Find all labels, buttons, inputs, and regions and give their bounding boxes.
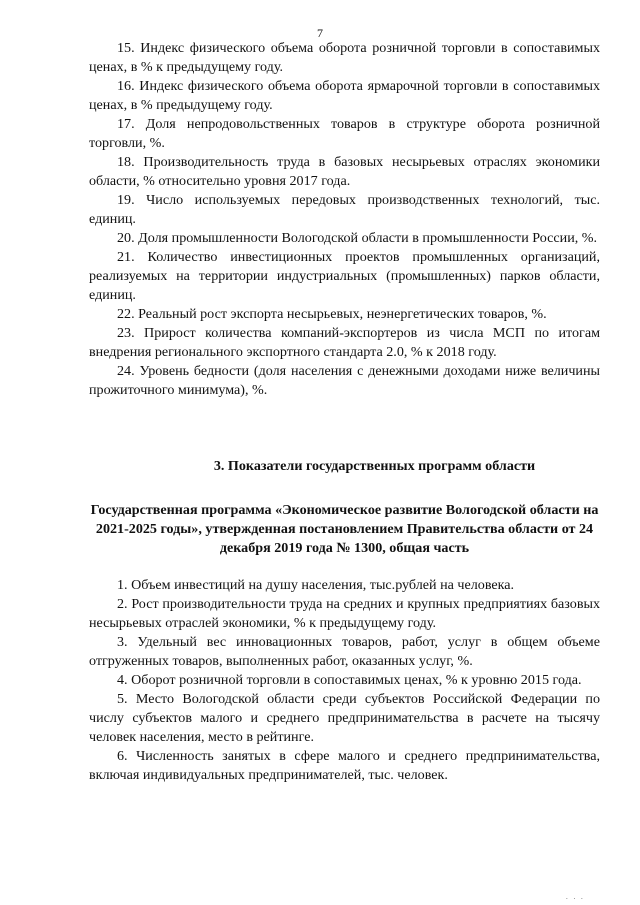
list-item-indicator-15: 15. Индекс физического объема оборота розничной торговли в сопоставимых ценах, в % к предыдущему году. xyxy=(89,40,600,75)
list-item-indicator-24: 24. Уровень бедности (доля населения с денежными доходами ниже величины прожиточного минимума), %. xyxy=(89,363,600,398)
list-item-program-indicator-2: 2. Рост производительности труда на средних и крупных предприятиях базовых несырьевых отраслей экономики, % к предыдущему году. xyxy=(89,596,600,631)
list-item-indicator-22: 22. Реальный рост экспорта несырьевых, неэнергетических товаров, %. xyxy=(117,306,547,322)
section-heading: 3. Показатели государственных программ области xyxy=(213,458,536,474)
list-item-program-indicator-1: 1. Объем инвестиций на душу населения, тыс.рублей на человека. xyxy=(117,577,515,593)
list-item-indicator-17: 17. Доля непродовольственных товаров в структуре оборота розничной торговли, %. xyxy=(89,116,600,151)
list-item-program-indicator-6: 6. Численность занятых в сфере малого и среднего предпринимательства, включая индивидуальных предпринимателей, тыс. человек. xyxy=(89,748,600,783)
list-item-program-indicator-4: 4. Оборот розничной торговли в сопоставимых ценах, % к уровню 2015 года. xyxy=(117,672,582,688)
program-heading: Государственная программа «Экономическое развитие Вологодской области на 2021-2025 годы», утвержденная постановлением Правительства области от 24 декабря 2019 года № 1300, общая часть xyxy=(90,502,599,556)
spacer xyxy=(89,476,600,501)
list-item-indicator-23: 23. Прирост количества компаний-экспортеров из числа МСП по итогам внедрения регионального экспортного стандарта 2.0, % к 2018 году. xyxy=(89,325,600,360)
list-item-indicator-19: 19. Число используемых передовых производственных технологий, тыс. единиц. xyxy=(89,192,600,227)
document-body xyxy=(89,39,600,785)
list-item-indicator-16: 16. Индекс физического объема оборота ярмарочной торговли в сопоставимых ценах, в % предыдущему году. xyxy=(89,78,600,113)
page-number: 7 xyxy=(317,26,323,40)
spacer xyxy=(89,558,600,576)
list-item-indicator-18: 18. Производительность труда в базовых несырьевых отраслях экономики области, % относительно уровня 2017 года. xyxy=(89,154,600,189)
list-item-indicator-20: 20. Доля промышленности Вологодской области в промышленности России, %. xyxy=(117,230,598,246)
scan-marks: . . . xyxy=(566,893,585,901)
list-item-program-indicator-3: 3. Удельный вес инновационных товаров, работ, услуг в общем объеме отгруженных товаров, выполненных работ, оказанных услуг, %. xyxy=(89,634,600,669)
spacer xyxy=(89,400,600,457)
list-item-program-indicator-5: 5. Место Вологодской области среди субъектов Российской Федерации по числу субъектов малого и среднего предпринимательства в расчете на тысячу человек населения, место в рейтинге. xyxy=(89,691,600,745)
list-item-indicator-21: 21. Количество инвестиционных проектов промышленных организаций, реализуемых на территории индустриальных (промышленных) парков области, единиц. xyxy=(89,249,600,303)
